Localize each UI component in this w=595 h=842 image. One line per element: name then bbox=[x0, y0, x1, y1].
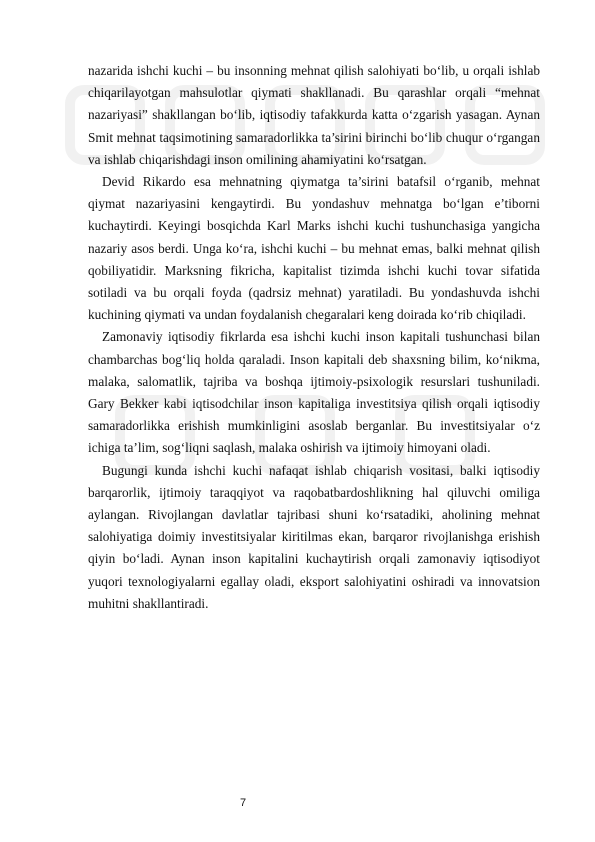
body-text bbox=[88, 60, 540, 615]
paragraph-3: Zamonaviy iqtisodiy fikrlarda esa ishchi kuchi inson kapitali tushunchasi bilan chambarchas bog‘liq holda qaraladi. Inson kapitali deb shaxsning bilim, ko‘nikma, malaka, salomatlik, tajriba va boshqa ijtimoiy-psixologik resurslari tushuniladi. Gary Bekker kabi iqtisodchilar inson kapitaliga investitsiya qilish orqali iqtisodiy samaradorlikka erishish mumkinligini asoslab berganlar. Bu investitsiyalar o‘z ichiga ta’lim, sog‘liqni saqlash, malaka oshirish va ijtimoiy himoyani oladi. bbox=[88, 329, 540, 456]
page-number: 7 bbox=[240, 797, 247, 809]
paragraph-1: nazarida ishchi kuchi – bu insonning mehnat qilish salohiyati bo‘lib, u orqali ishlab chiqarilayotgan mahsulotlar qiymati shakllanadi. Bu qarashlar orqali “mehnat nazariyasi” shakllangan bo‘lib, iqtisodiy tafakkurda katta o‘zgarish yasagan. Aynan Smit mehnat taqsimotining samaradorlikka ta’sirini birinchi bo‘lib chuqur o‘rgangan va ishlab chiqarishdagi inson omilining ahamiyatini ko‘rsatgan. bbox=[88, 63, 540, 167]
paragraph-4: Bugungi kunda ishchi kuchi nafaqat ishlab chiqarish vositasi, balki iqtisodiy barqarorlik, ijtimoiy taraqqiyot va raqobatbardoshlikning hal qiluvchi omiliga aylangan. Rivojlangan davlatlar tajribasi shuni ko‘rsatadiki, aholining mehnat salohiyatiga doimiy investitsiyalar kiritilmas ekan, barqaror rivojlanishga erishish qiyin bo‘ladi. Aynan inson kapitalini kuchaytirish orqali zamonaviy iqtisodiyot yuqori texnologiyalarni egallay oladi, eksport salohiyatini oshiradi va innovatsion muhitni shakllantiradi. bbox=[88, 462, 540, 611]
paragraph-2: Devid Rikardo esa mehnatning qiymatga ta’sirini batafsil o‘rganib, mehnat qiymat nazariyasini kengaytirdi. Bu yondashuv mehnatga bo‘lgan e’tiborni kuchaytirdi. Keyingi bosqichda Karl Marks ishchi kuchi tushunchasiga yangicha nazariy asos berdi. Unga ko‘ra, ishchi kuchi – bu mehnat emas, balki mehnat qilish qobiliyatidir. Marksning fikricha, kapitalist tizimda ishchi kuchi tovar sifatida sotiladi va bu orqali foyda (qadrsiz mehnat) yaratiladi. Bu yondashuvda ishchi kuchining qiymati va undan foydalanish chegaralari keng doirada ko‘rib chiqiladi. bbox=[88, 174, 540, 323]
